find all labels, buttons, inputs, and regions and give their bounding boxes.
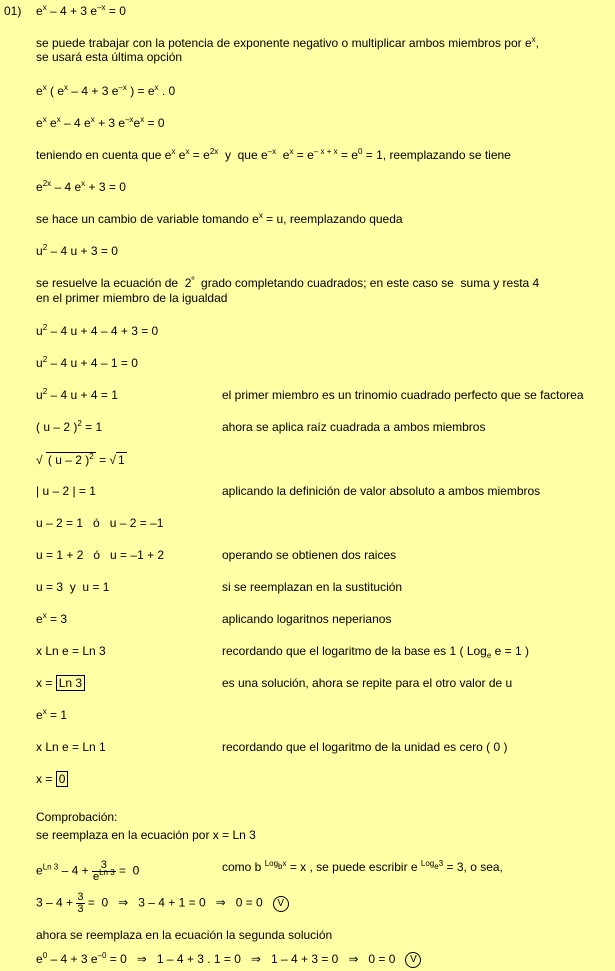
math-line: u = 3 y u = 1 [36, 580, 110, 594]
math-line: $u^2 - 4$ u + 3 = 0 [36, 243, 118, 258]
math-line: u = 1 + 2 ó u = –1 + 2 [36, 548, 165, 562]
text-line: teniendo en cuenta que $e^x$ $e^x = e^{2x}$ y que $e^{-x}$ $e^x = e^{- x + x} = e^0 = 1$, reemplazando se tiene [36, 147, 511, 162]
text-line: ahora se reemplaza en la ecuación la segunda solución [36, 928, 333, 942]
math-line: $e^0 - 4 + 3$ $e^{-0} = 0$ ⇒ 1 – 4 + 3 . 1 = 0 ⇒ 1 – 4 + 3 = 0 ⇒ 0 = 0 V [36, 952, 421, 968]
math-line: ( u – 2 )$^2$ = 1 [36, 419, 103, 434]
math-line: $u^2 - 4$ u + 4 = 1 [36, 387, 118, 402]
comment-line: ahora se aplica raíz cuadrada a ambos miembros [222, 420, 486, 434]
text-line: se puede trabajar con la potencia de exponente negativo o multiplicar ambos miembros por $e^x$, [36, 35, 539, 50]
math-line: $e^{2x} - 4$ $e^x + 3 = 0$ [36, 179, 126, 194]
math-line: x Ln e = Ln 3 [36, 644, 106, 658]
math-line: | u – 2 | = 1 [36, 484, 96, 498]
text-line: se usará esta última opción [36, 50, 183, 64]
exercise-number: 01) [4, 4, 22, 18]
math-line: x Ln e = Ln 1 [36, 740, 106, 754]
section-heading: Comprobación: [36, 810, 118, 824]
math-line: √ ( u – 2 )$^2$ = √ 1 [36, 452, 125, 467]
comment-line: aplicando logaritnos neperianos [222, 612, 392, 626]
math-line: $e^x = 3$ [36, 611, 68, 626]
text-line: en el primer miembro de la igualdad [36, 291, 228, 305]
math-line: 3 – 4 + $\frac{3}{3}$ = 0 ⇒ 3 – 4 + 1 = 0 ⇒ 0 = 0 V [36, 892, 289, 915]
check-v-icon: V [405, 952, 421, 968]
comment-line: operando se obtienen dos raices [222, 548, 397, 562]
solution-2: x = 0 [36, 772, 68, 786]
math-line: $u^2 - 4$ u + 4 – 1 = 0 [36, 355, 138, 370]
comment-line: el primer miembro es un trinomio cuadrado perfecto que se factorea [222, 388, 584, 402]
text-line: se resuelve la ecuación de $2^º$ grado completando cuadrados; en este caso se suma y resta 4 [36, 275, 540, 290]
text-line: se reemplaza en la ecuación por x = Ln 3 [36, 828, 256, 842]
math-line: $e^x = 1$ [36, 707, 68, 722]
math-line: u – 2 = 1 ó u – 2 = –1 [36, 516, 164, 530]
math-line: $e^{Ln 3} - 4$ + $\frac{3}{e^{Ln 3}}$ = 0 [36, 859, 140, 883]
comment-line: es una solución, ahora se repite para el otro valor de u [222, 676, 513, 690]
comment-line: aplicando la definición de valor absoluto a ambos miembros [222, 484, 541, 498]
comment-line: recordando que el logaritmo de la base es 1 ( Log$_e$ e = 1 ) [222, 644, 529, 660]
math-line: $u^2 - 4$ u + 4 – 4 + 3 = 0 [36, 323, 159, 338]
solution-1: x = Ln 3 [36, 676, 85, 690]
math-line: $e^x$ $e^x - 4$ $e^x + 3$ $e^{-x}e^x = 0$ [36, 115, 165, 130]
comment-line: recordando que el logaritmo de la unidad es cero ( 0 ) [222, 740, 508, 754]
text-line: se hace un cambio de variable tomando $e^x = u$, reemplazando queda [36, 211, 403, 226]
comment-line: si se reemplazan en la sustitución [222, 580, 403, 594]
math-line: $e^x$ ( $e^x - 4 + 3$ $e^{-x}$ ) = $e^x$ . 0 [36, 83, 176, 98]
main-equation: $e^x - 4 + 3$ $e^{-x} = 0$ [36, 3, 126, 18]
check-v-icon: V [273, 896, 289, 912]
comment-line: como b $^{Log_bx}$ = x , se puede escribir e $^{Log_e3}$ = 3, o sea, [222, 859, 503, 874]
